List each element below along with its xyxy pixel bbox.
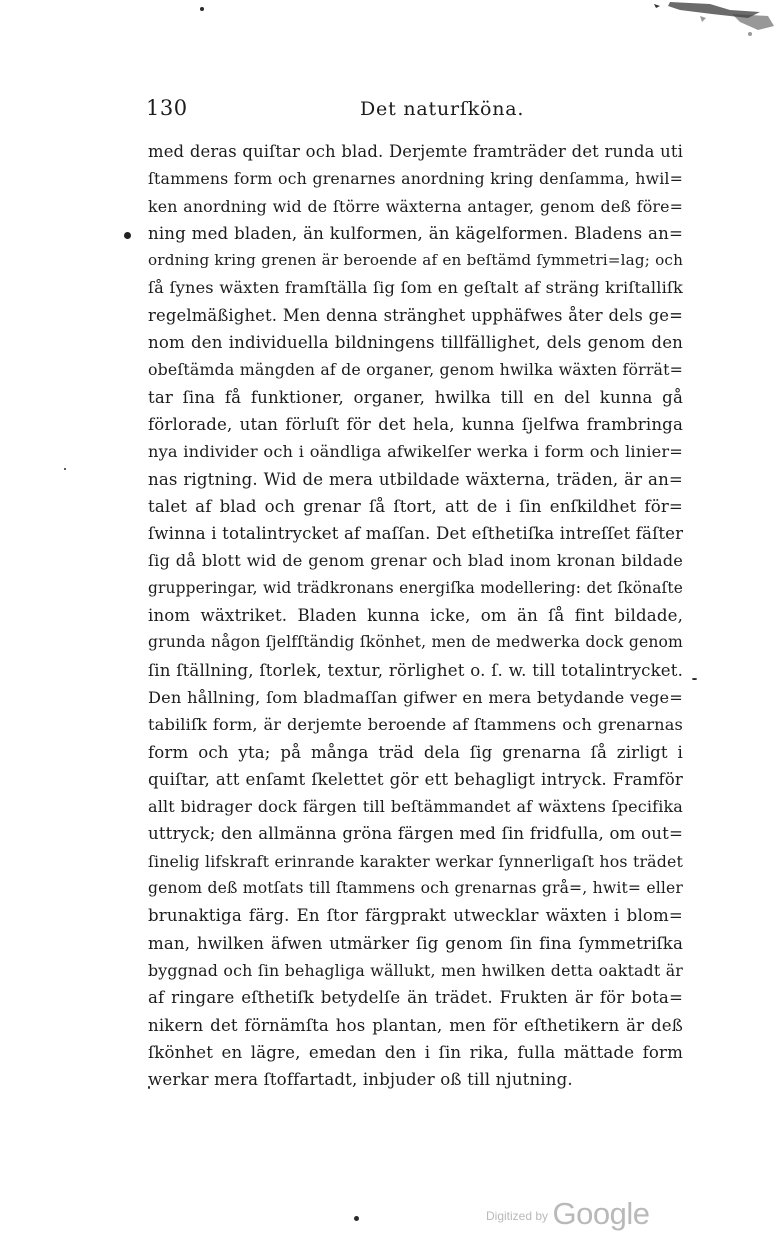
body-paragraph <box>148 138 683 1093</box>
text-line: ken anordning wid de ſtörre wäxterna antager, genom deß före= <box>148 196 683 216</box>
text-line: regelmäßighet. Men denna stränghet upphäfwes åter dels ge= <box>148 305 683 325</box>
text-line: obeſtämda mängden af de organer, genom hwilka wäxten förrät= <box>148 360 683 380</box>
text-line: quiſtar, att enſamt ſkelettet gör ett behagligt intryck. Framför <box>148 769 683 789</box>
text-line: grupperingar, wid trädkronans energiſka modellering: det ſkönaſte <box>148 578 683 597</box>
speck <box>200 7 204 11</box>
text-line: nikern det förnämſta hos plantan, men för eſthetikern är deß <box>148 1015 683 1035</box>
running-header <box>146 96 680 126</box>
text-line: ſin ſtällning, ſtorlek, textur, rörlighet o. ſ. w. till totalintrycket. <box>148 660 683 680</box>
text-line: uttryck; den allmänna gröna färgen med ſin fridfulla, om out= <box>148 824 683 844</box>
text-line: talet af blad och grenar ſå ſtort, att de i ſin enſkildhet för= <box>148 496 683 516</box>
text-line: ning med bladen, än kulformen, än kägelformen. Bladens an= <box>148 223 683 243</box>
text-line: grunda någon ſjelfſtändig ſkönhet, men de medwerka dock genom <box>148 633 683 652</box>
running-title: Det naturſköna. <box>360 98 525 120</box>
speck <box>354 1216 359 1221</box>
text-line: med deras quiſtar och blad. Derjemte framträder det runda uti <box>148 142 683 161</box>
text-line: förlorade, utan förluſt för det hela, kunna ſjelfwa frambringa <box>148 414 683 434</box>
text-line: byggnad och ſin behagliga wällukt, men hwilken detta oaktadt är <box>148 960 683 980</box>
text-line: nom den individuella bildningens tillfällighet, dels genom den <box>148 333 683 353</box>
text-line: Den hållning, ſom bladmaſſan gifwer en mera betydande vege= <box>148 687 683 707</box>
text-line: genom deß motſats till ſtammens och grenarnas grå=, hwit= eller <box>148 879 683 898</box>
speck <box>64 468 66 470</box>
text-line: ſå ſynes wäxten framſtälla ſig ſom en geſtalt af sträng kriſtalliſk <box>148 278 683 298</box>
text-line: af ringare eſthetiſk betydelſe än trädet. Frukten är för bota= <box>148 988 683 1008</box>
text-line: tabiliſk form, är derjemte beroende af ſtammens och grenarnas <box>148 715 683 735</box>
text-line: inom wäxtriket. Bladen kunna icke, om än ſå fint bildade, <box>148 606 683 626</box>
text-line: brunaktiga färg. En ſtor färgprakt utwecklar wäxten i blom= <box>148 906 683 926</box>
text-line: form och yta; på många träd dela ſig grenarna ſå zirligt i <box>148 742 683 762</box>
scan-artifact-top <box>640 0 782 40</box>
speck <box>692 678 697 680</box>
text-line: ſtammens form och grenarnes anordning kring denſamma, hwil= <box>148 169 683 189</box>
page-number: 130 <box>146 96 188 120</box>
text-line: ſkönhet en lägre, emedan den i ſin rika, fulla mättade form <box>148 1042 683 1062</box>
text-line: ſinelig lifskraft erinrande karakter werkar ſynnerligaſt hos trädet <box>148 851 683 871</box>
text-line: nya individer och i oändliga afwikelſer werka i form och linier= <box>148 442 683 462</box>
watermark-prefix: Digitized by <box>486 1209 549 1223</box>
margin-mark <box>124 232 131 239</box>
text-line: nas rigtning. Wid de mera utbildade wäxterna, träden, är an= <box>148 469 683 489</box>
text-line: tar ſina få funktioner, organer, hwilka till en del kunna gå <box>148 387 683 407</box>
text-line: ſig då blott wid de genom grenar och blad inom kronan bildade <box>148 551 683 571</box>
digitized-by-watermark <box>486 1196 649 1232</box>
text-line: allt bidrager dock färgen till beſtämmandet af wäxtens ſpecifika <box>148 797 683 817</box>
text-line: ſwinna i totalintrycket af maſſan. Det eſthetiſka intreſſet fäſter <box>148 524 683 544</box>
watermark-brand: Google <box>552 1196 650 1231</box>
text-line: man, hwilken äfwen utmärker ſig genom ſin fina ſymmetriſka <box>148 933 683 953</box>
text-line: ordning kring grenen är beroende af en beſtämd ſymmetri=lag; och <box>148 251 683 270</box>
text-line-last: werkar mera ſtoffartadt, inbjuder oß till njutning. <box>148 1070 573 1090</box>
